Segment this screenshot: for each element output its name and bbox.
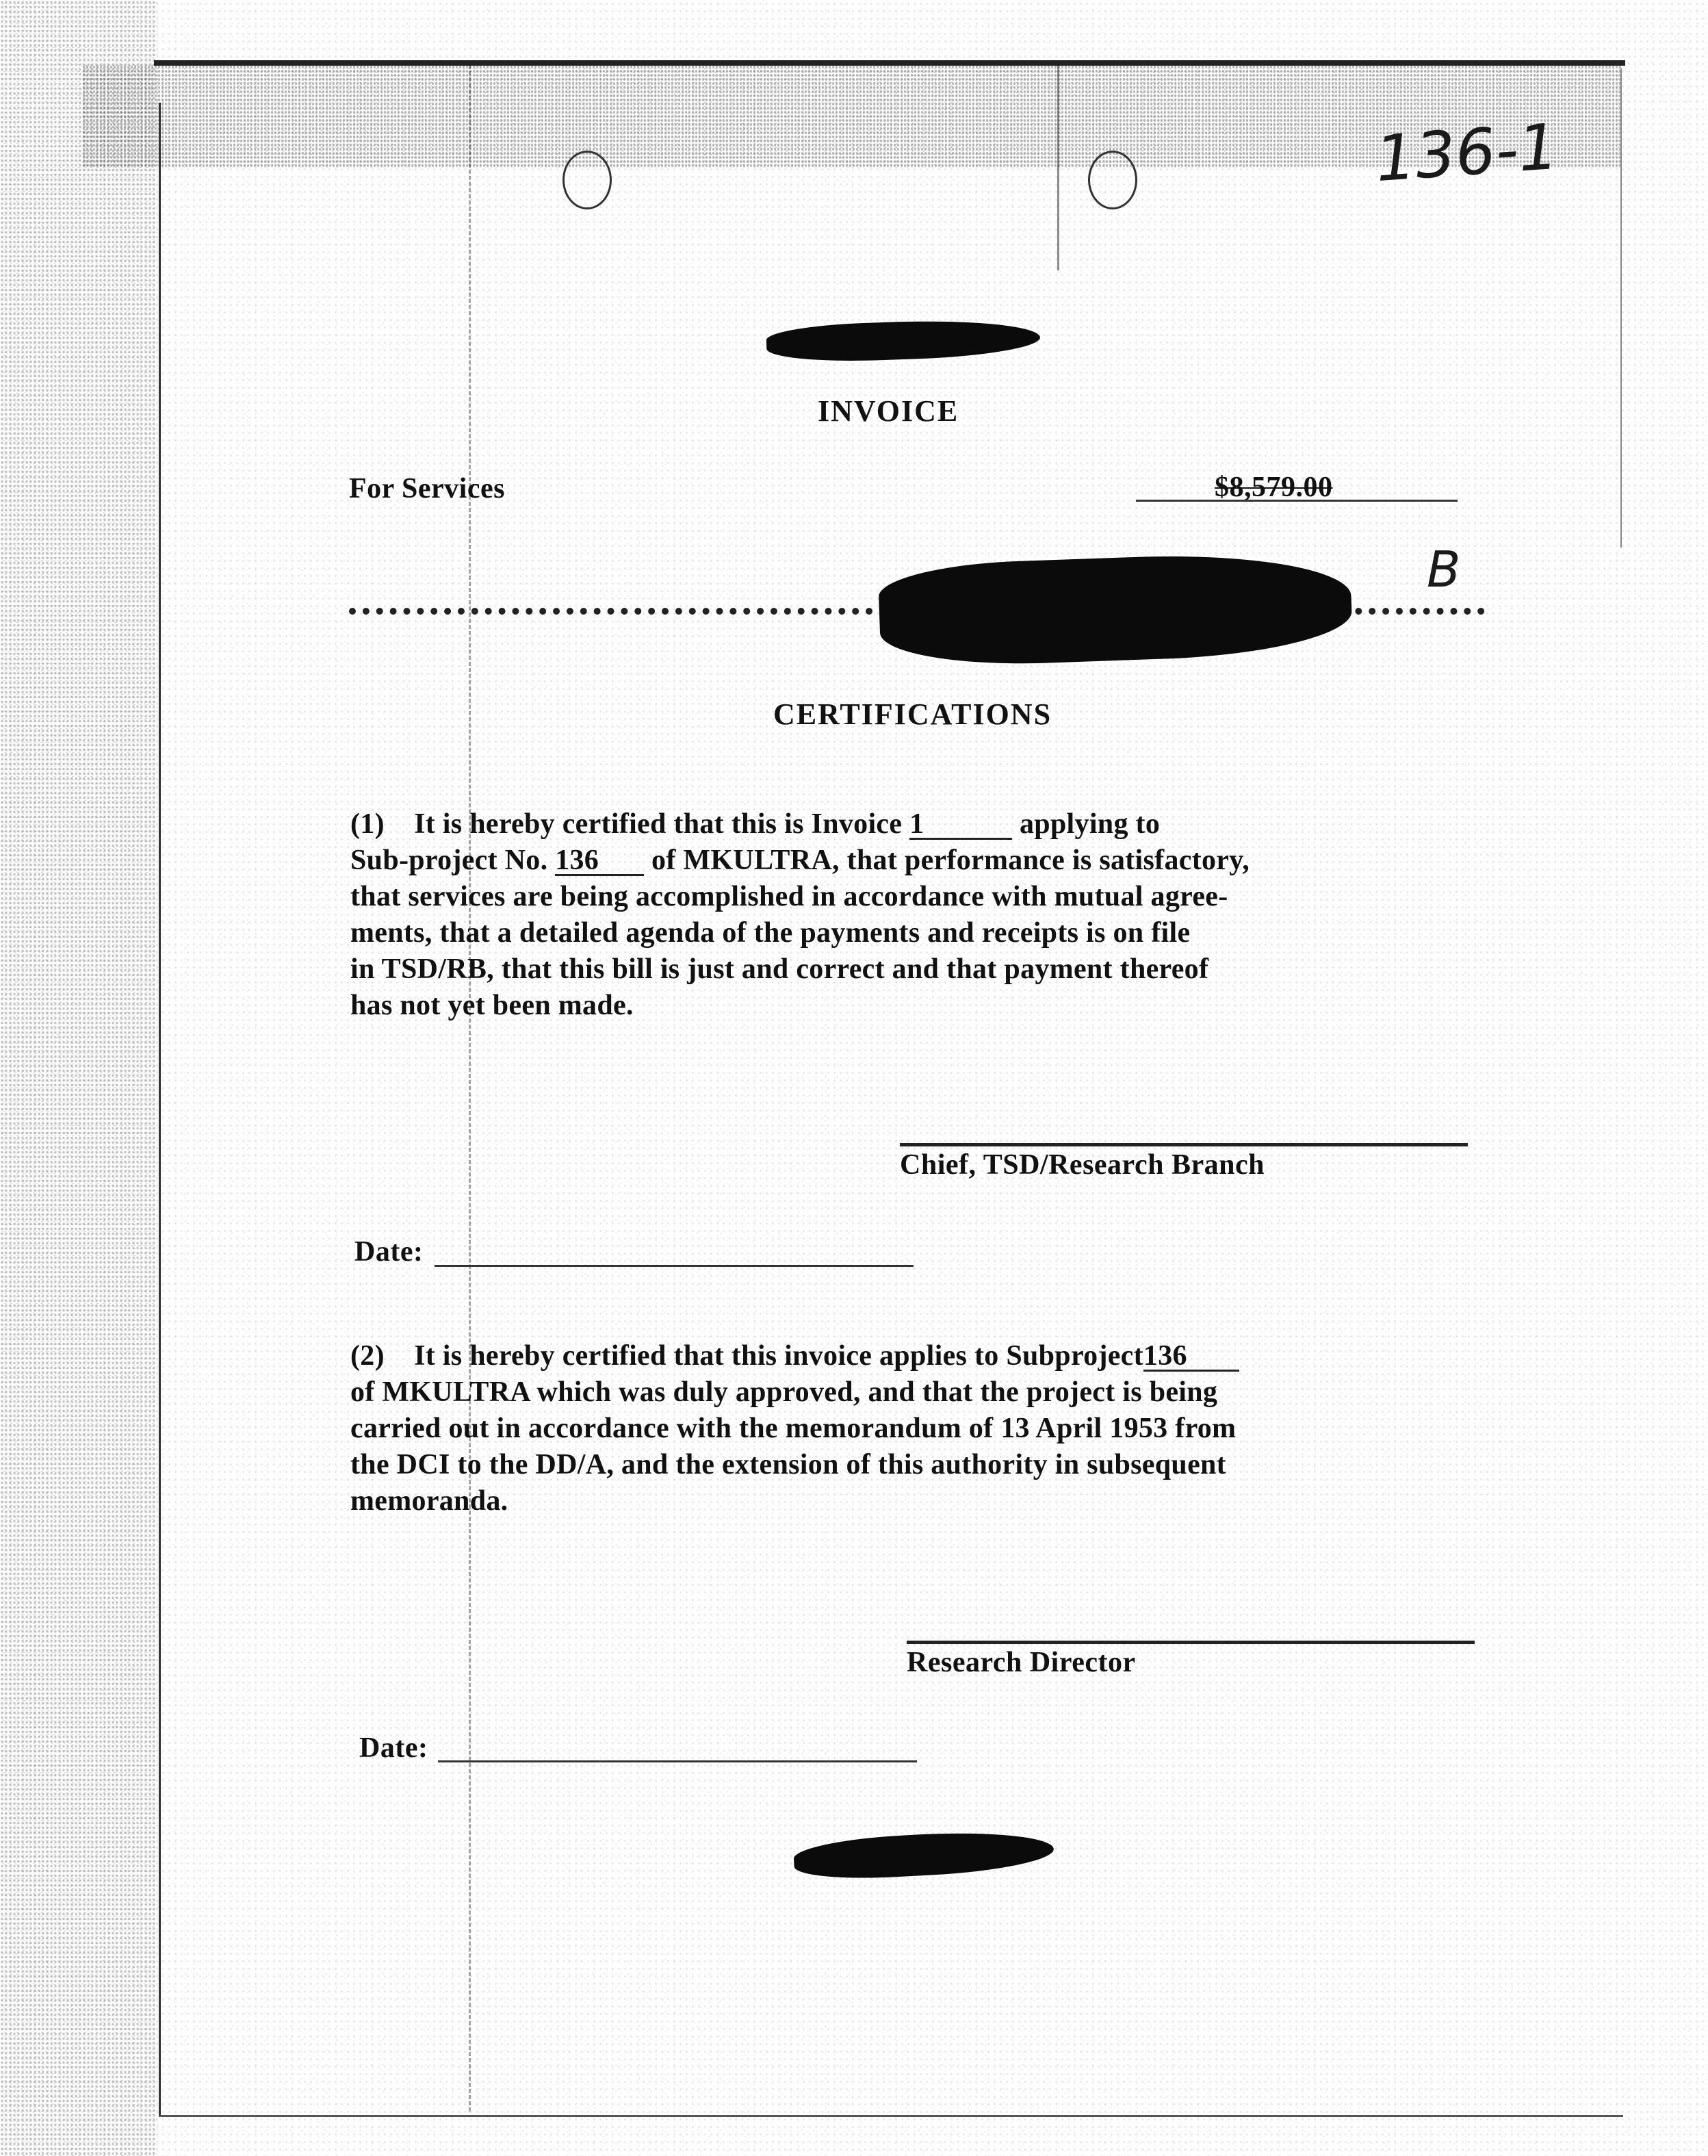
fold-line [469,65,471,2112]
cert1-line5: in TSD/RB, that this bill is just and correct and that payment thereof [350,953,1209,985]
cert2-line1-a: It is hereby certified that this invoice applies to Subproject [414,1340,1143,1372]
cert2-subproject-number: 136 [1143,1342,1239,1372]
fold-line-upper [1057,65,1059,270]
cert2-line3: carried out in accordance with the memorandum of 13 April 1953 from [350,1413,1237,1444]
cert1-signature-line [900,1143,1468,1146]
redaction-middle [878,550,1354,669]
cert1-subproject-number: 136 [555,847,644,876]
cert2-line4: the DCI to the DD/A, and the extension of this authority in subsequent [350,1449,1226,1480]
cert1-line1-b: applying to [1019,808,1161,840]
for-services-label: For Services [349,473,505,504]
cert1-line2-b: of MKULTRA, that performance is satisfactory, [651,845,1250,876]
page-top-rule [154,60,1625,66]
cert1-line3: that services are being accomplished in accordance with mutual agree- [350,881,1228,912]
cert1-line6: has not yet been made. [350,990,634,1021]
cert1-signatory: Chief, TSD/Research Branch [900,1149,1265,1181]
cert2-signature-line [907,1641,1475,1644]
amount-underline [1136,500,1458,502]
redaction-top [766,317,1041,364]
cert1-number: (1) [350,808,385,840]
cert1-line4: ments, that a detailed agenda of the payments and receipts is on file [350,917,1191,949]
page-right-rule [1620,68,1622,548]
page-bottom-rule [159,2115,1623,2117]
cert2-line2: of MKULTRA which was duly approved, and that the project is being [350,1376,1218,1408]
cert2-date-field[interactable] [438,1760,917,1762]
cert1-line2-a: Sub-project No. [350,845,548,876]
cert1-invoice-number: 1 [909,810,1012,840]
punch-hole-right [1088,151,1137,209]
cert2-signatory: Research Director [907,1647,1136,1678]
certification-2-text [350,1338,1239,1519]
cert1-date-field[interactable] [435,1265,914,1267]
invoice-amount: $8,579.00 [1215,472,1333,503]
page-left-rule [159,103,161,2115]
invoice-title: INVOICE [818,394,959,428]
redaction-bottom [793,1827,1055,1882]
punch-hole-left [562,151,612,209]
cert2-line5: memoranda. [350,1485,508,1517]
certification-1-text [350,806,1250,1024]
certifications-title: CERTIFICATIONS [773,697,1052,731]
cert2-number: (2) [350,1340,385,1372]
handwritten-mark: B [1427,541,1461,598]
cert2-date-label: Date: [359,1732,428,1764]
handwritten-reference: 136-1 [1373,110,1561,196]
cert1-line1-a: It is hereby certified that this is Invoice [414,808,903,840]
cert1-date-label: Date: [354,1236,424,1268]
scan-edge-left [0,0,157,2156]
